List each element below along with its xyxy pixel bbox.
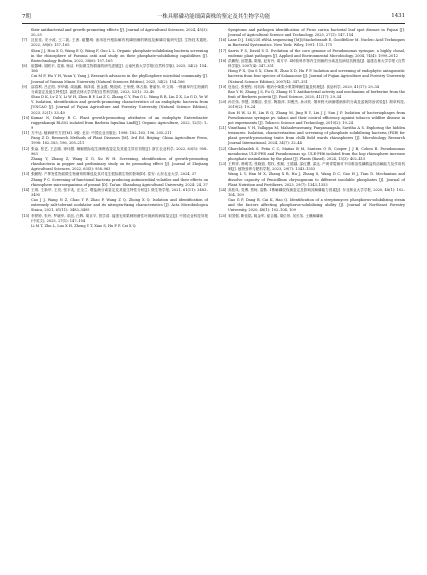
- reference-number: [18]: [219, 58, 227, 63]
- reference-number: [23]: [219, 162, 227, 167]
- reference-number: [22, 28, 31, 38]
- reference-text: Sarris F S, David S G. Evolution of the core genome of Pseudomonas syringae, a highly clonal, endemic plant pathogen [J]. Applied and Environmental Microbiology, 2004, 74(4): 1999–2012: [228, 48, 405, 58]
- reference-columns: [22, 28, 405, 567]
- reference-text: 洪鹏程, 邱思鑫, 陈航, 赵有丹, 胡方平. 4种茄科作物内生细菌的分离及抗病拮抗筛选[J]. 福建农林大学学报 (自然科学版), 2007(4): 347–351: [228, 58, 405, 69]
- right-column: [219, 28, 405, 567]
- reference-entry: [22, 157, 208, 172]
- reference-text: Fang Z D. Research Methods of Plant Diseases [M]. 3rd Ed. Beijing: China Agriculture Press, 1998: 182–183, 196, 205–211: [31, 136, 208, 146]
- reference-text: Shen J J, Hou X G, Wang E Q, Wang F, Guo L L. Organic phosphate-solubilizing bacteria screening in the rhizosphere of Paeonia ostii and study on their phosphate-solubilizing capabilities [J]. Biotechnology Bulletin, 2022, 38(6): 157–165: [31, 48, 208, 63]
- reference-number: [11]: [22, 131, 30, 136]
- reference-number: [17]: [219, 48, 227, 53]
- reference-text: 张焱, 张艺, 王志刚, 徐伟慧. 辣椒根际促生菌筛选鉴定及其促生效应初报[J]. 浙江农业科学, 2022, 63(5): 958–963: [31, 146, 208, 156]
- reference-entry: [219, 100, 405, 110]
- reference-entry: [219, 198, 405, 213]
- reference-entry: [22, 188, 208, 198]
- reference-number: [7]: [22, 38, 28, 43]
- reference-entry: [22, 38, 208, 48]
- reference-text: 王琪, 王新华, 王亮, 张平兆, 汪全兰. 嗜盐菌分离鉴定及其促生特性分析[J]. 微生物学报, 2021, 61(11): 3483–3495: [31, 187, 208, 197]
- reference-text: Li M T, Zhu L, Luo X H, Zhong Y T, Xiao S, Hu F P, Cai X Q.: [31, 223, 137, 228]
- reference-entry: [219, 69, 405, 84]
- reference-text: 王利祥, 韩明雪, 张晓铂, 郑权, 张顺, 王德越, 邵红缨, 邵达. 产黄青霉菌对不同难溶性磷酸盐的溶解能力及作用机制[J]. 植物营养与肥料学报, 2023, 29(7): 1343–1353: [228, 162, 405, 172]
- reference-entry: [22, 28, 208, 38]
- reference-number: [219, 198, 228, 213]
- reference-text: Symptoms and pathogen identification of Ficus carica bacterial leaf spot disease in Fujian [J]. Journal of Agricultural Science and Technology, 2025, 27(1): 147–154: [228, 28, 405, 38]
- reference-text: Shao D K, Lv Z Y, Li W H, Zhou B P, Lai Z C, Zhang C Y, Fan G L, Wang R R, Lin Z X, Lu G D, Ye W Y. Isolation, identification and growth-promoting characteristics of an endophytic bacteria from JUNCAO [J]. Journal of Fujian Agriculture and Forestry University (Natural Science Edition), 2023, 52(1): 33–40: [31, 95, 208, 115]
- reference-number: [22, 136, 31, 146]
- reference-entry: [22, 85, 208, 95]
- reference-number: [22, 224, 31, 229]
- reference-entry: [219, 214, 405, 219]
- reference-text: 邵春利, 吕正阳, 李华娜, 周福鹏, 林泽清, 张金蔚, 樊改绒, 王荣俊, 林占瑞, 鲁丽东, 叶文琪. 一株菌草内生细菌的分离鉴定及促生特性[J]. 福建农林大学学报(自然科学版), 2023, 52(1): 33–40: [31, 84, 208, 94]
- running-header: [22, 10, 405, 22]
- reference-entry: [219, 126, 405, 147]
- reference-entry: [22, 116, 208, 131]
- reference-number: [219, 111, 228, 126]
- reference-number: [21]: [219, 125, 227, 130]
- page-number: 1431: [391, 13, 405, 19]
- reference-text: 方中达. 植病研究方法[M]. 3版. 北京: 中国农业出版社, 1998: 182–183, 196, 205–211: [31, 131, 172, 136]
- reference-text: 高桂凤, 党博, 蔡柯, 雷勤. 1株解磷放线菌鉴定及影响其解磷能力因素[J]. 东北林业大学学报, 2020, 48(1): 102–104, 109: [228, 187, 405, 197]
- reference-number: [15]: [22, 213, 30, 218]
- issue-label: 7期: [22, 14, 31, 20]
- reference-number: [12]: [22, 146, 30, 151]
- reference-number: [8]: [22, 64, 28, 69]
- reference-text: 包怡红, 张程程, 闫培涛. 雅奶小柴果小浆果肆菌性能及机理[J]. 食品科学, 2020, 41(17): 29–34: [228, 84, 379, 89]
- reference-entry: [22, 136, 208, 146]
- reference-number: [13]: [22, 172, 30, 177]
- reference-number: [22, 49, 31, 64]
- left-column: [22, 28, 208, 567]
- reference-entry: [219, 172, 405, 187]
- reference-entry: [219, 59, 405, 69]
- reference-entry: [22, 214, 208, 224]
- reference-number: [16]: [219, 38, 227, 43]
- reference-text: Zhang Y, Zhang Z, Wang Z G, Xu W H. Screening, identification of growth-promoting rhizobacteria in pepper and preliminary study on its promoting effect [J]. Journal of Zhejiang Agricultural Sciences, 2022, 63(5): 958–963: [31, 156, 208, 172]
- reference-number: [22, 74, 31, 84]
- reference-text: Cao J J, Wang N Z, Chao Y P, Zhao P, Wang Z Q, Zhong X Q. Isolation and identification of extremely salt-tolerant nodulator and its nitrogen-fixing characteristics [J]. Acta Microbiologica Sinica, 2021, 61(11): 3483–3495: [31, 198, 208, 213]
- reference-text: Bao Y H, Zhang J S, Fu Q, Zhang H T. Antibacterial activity and mechanism of berberine from the fruit of Berberis poiretii [J]. Food Science, 2020, 41(17): 29–34: [228, 89, 405, 100]
- reference-entry: [22, 198, 208, 213]
- reference-text: Sun H W, Li H, Lin R Q, Zhang M, Jing R Y, Liu J J, Sun J P. Isolation of bacteriophages from Pseudomonas syringae pv. tabaci and their control efficiency against tobacco wildfire disease in pot experiments [J]. Tobacco Science and Technology, 2019(2): 19–24: [228, 110, 405, 125]
- reference-text: Kumar N, Dubey R C. Plant growth-promoting attributes of an endophyte Enterobacter ruggenhanqii RLS02 isolated from Barleria lupulina Lindl[J]. Organic Agriculture, 2022, 12(1): 1–9: [31, 115, 208, 130]
- reference-entry: [219, 147, 405, 162]
- reference-entry: [22, 95, 208, 116]
- reference-number: [22, 198, 31, 213]
- reference-entry: [219, 38, 405, 48]
- reference-text: their antibacterial and growth-promoting effects [J]. Journal of Agricultural Sciences, 2024, 45(3): 20–25: [31, 28, 208, 38]
- reference-entry: [219, 162, 405, 172]
- reference-text: Cui M F, Hu Y H, Yuan Y, Yang J. Research advances in the phyllosphere microbial community [J]. Journal of Yunnan Minzu University (Natural Sciences Edition), 2025, 34(2): 154–166: [31, 74, 208, 84]
- reference-number: [25]: [219, 213, 227, 218]
- reference-number: [10]: [22, 115, 30, 120]
- reference-number: [219, 28, 228, 38]
- reference-text: 崔馨峰, 胡跃平, 袁赛, 杨洁. 叶际微生物群落的研究进展[J]. 云南民族大学学报(自然科学版), 2025, 34(2): 154–166: [31, 64, 208, 74]
- reference-number: [219, 172, 228, 187]
- reference-number: [19]: [219, 84, 227, 89]
- reference-text: Zhang P C. Screening of functional bacteria producing antimicrobial volatiles and their effects on rhizosphere microorganisms of peanut [D]. Tai'an: Shandong Agricultural University, 2024: 24, 37: [31, 177, 208, 187]
- reference-number: [22, 157, 31, 172]
- reference-entry: [22, 224, 208, 229]
- reference-number: [9]: [22, 84, 28, 89]
- reference-number: [24]: [219, 187, 227, 192]
- reference-text: Ghorchilzadeh S, Peña C C, Mañas B M, Santera O R, Cooper J J B, Cohen R. Pseudomonas mendocina ULE-PHS and Pseudomonas sp. ULE-PH6 isolated from the hop rhizosphere increase phosphate assimilation by the plant [J]. Plants (Basel), 2024, 13(3): 402–415: [228, 146, 405, 161]
- running-title: 一株具解磷功能细菌菌株的鉴定及其生物学功能: [156, 14, 271, 20]
- reference-entry: [22, 49, 208, 64]
- reference-entry: [219, 49, 405, 59]
- reference-entry: [22, 64, 208, 74]
- reference-number: [22, 178, 31, 188]
- reference-text: 孙宏伟, 李慧, 刘榛溶, 张宗, 陶瑞萍, 刘俊杰, 孙冰钦. 烟草野火病菌噬菌体的分离及盆栽防治试验[J]. 烟草科技, 2019(2): 19–24: [228, 100, 405, 110]
- reference-number: [22, 95, 31, 116]
- reference-entry: [219, 111, 405, 126]
- reference-entry: [219, 28, 405, 38]
- reference-number: [22]: [219, 146, 227, 151]
- reference-text: 张鹏程. 产挥发性物质微生物菌剂的筛选及其对花生根际微生物的影响[D]. 泰安: 山东农业大学, 2024, 37: [31, 172, 197, 177]
- reference-text: Hong P X, Qiu S X, Chen H, Zhao X D, Hu F P. Isolation and screening of endophytic antagonistic bacteria from four species of Solanaceae [J]. Journal of Fujian Agriculture and Forestry University (Natural Science Edition), 2007(4): 347–351: [228, 69, 405, 84]
- reference-text: Gao G F, Dang B, Cai K, Hao Q. Identification of a streptomyces phosphorus-solubilizing strain and the factors affecting phosphorus-solubilizing ability [J]. Journal of Northeast Forestry University, 2020, 48(1): 102–104, 109: [228, 198, 405, 213]
- reference-number: [14]: [22, 187, 30, 192]
- reference-entry: [22, 147, 208, 157]
- reference-number: [219, 90, 228, 100]
- reference-text: 沈佳佳, 安小改, 王二凯, 王茜. 磁蟹城: 油用牡丹根际解有机磷细菌的筛选及解磷功能研究[J]. 生物技术通报, 2022, 38(6): 157–165: [31, 38, 208, 48]
- reference-text: Lane D J. 16S/23S rRNA sequencing [M]//Stackebrandt E, Goodfellow M. Nucleic Acid Techniques in Bacterial Systematics. New York: Wiley, 1991: 115–175: [228, 38, 405, 48]
- reference-text: 宋国强, 靳佳铭, 姚金军, 崔吉璐, 胡位昂, 吴长英. 土壤解磷菌: [228, 213, 324, 218]
- reference-number: [20]: [219, 100, 227, 105]
- reference-entry: [219, 188, 405, 198]
- reference-entry: [22, 74, 208, 84]
- reference-number: [219, 69, 228, 84]
- reference-text: Wang L Y, Han M X, Zhang X B, Hu J, Zhang S, Wang D C, Gao H J, Tian D. Mechanism and dissolve capacity of Penicillium chrysogenum to different insoluble phosphates [J]. Journal of Plant Nutrition and Fertilizers, 2023, 29(7): 1343–1353: [228, 172, 405, 187]
- header-rule: [22, 23, 405, 24]
- reference-entry: [219, 90, 405, 100]
- reference-text: Vinuthana V H, Yallappa M, Mahadevaswamy, Panyamangala, Savitha A S. Exploring the hidden treasures: Isolation, characterization and screening of phosphate solubilizing bacteria (PSB) for plant growth-promoting traits from chilli field wards rhizospheres [J]. Microbiology Research Journal International, 2024, 34(7): 32–44: [228, 125, 405, 146]
- reference-entry: [22, 178, 208, 188]
- reference-text: 李梦婷, 朱玲, 罗晓华, 邓创, 白辉, 胡京平, 蔡学清. 福建毛茸果刺细菌性叶斑病的病原鉴定[J]. 中国农业科技导报 (中英文), 2025, 27(1): 147–154: [31, 213, 208, 223]
